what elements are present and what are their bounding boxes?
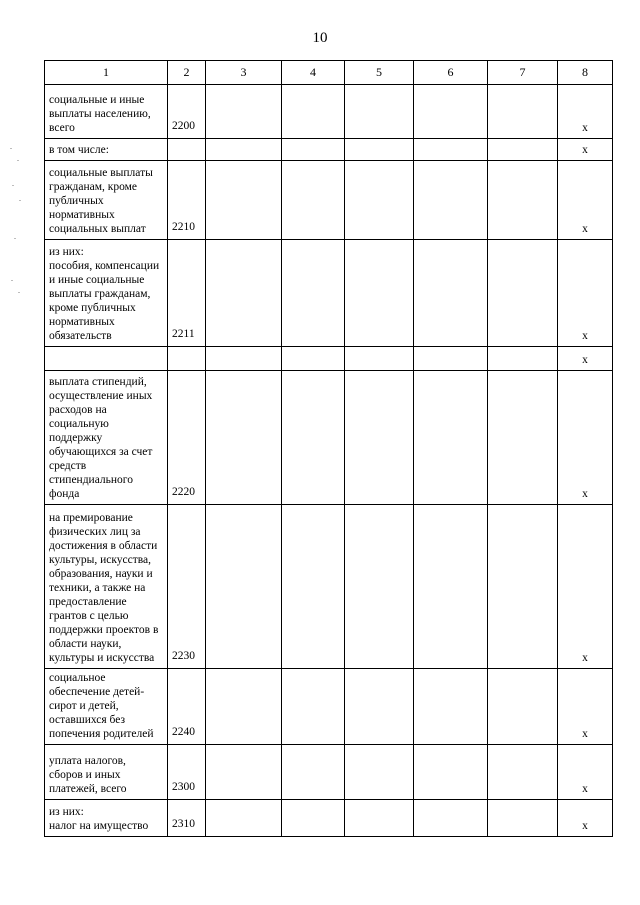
row-code: 2210	[168, 161, 206, 240]
row-label	[45, 745, 168, 800]
empty-cell-col-4	[282, 347, 345, 371]
row-mark: x	[558, 139, 613, 161]
row-code: 2300	[168, 745, 206, 800]
table-row	[45, 161, 613, 240]
row-mark: x	[558, 505, 613, 669]
row-label-line: сирот и детей,	[49, 700, 119, 712]
row-mark: x	[558, 347, 613, 371]
row-code: 2200	[168, 85, 206, 139]
row-label-line: публичных	[49, 195, 104, 207]
empty-cell-col-6	[414, 800, 488, 837]
row-label	[45, 139, 168, 161]
table-row	[45, 669, 613, 745]
row-label-line: поддержку	[49, 432, 103, 444]
row-code	[168, 139, 206, 161]
row-label-line: из них:	[49, 246, 84, 258]
row-label-line: налог на имущество	[49, 820, 149, 832]
row-label-line: нормативных	[49, 209, 115, 221]
table-row	[45, 240, 613, 347]
row-label-line: средств	[49, 460, 87, 472]
table-row	[45, 800, 613, 837]
empty-cell-col-6	[414, 240, 488, 347]
empty-cell-col-7	[488, 745, 558, 800]
row-label-line: достижения в области	[49, 540, 158, 552]
empty-cell-col-7	[488, 371, 558, 505]
column-header: 3	[206, 61, 282, 85]
empty-cell-col-5	[345, 161, 414, 240]
row-label-line: культуры, искусства,	[49, 554, 151, 566]
table-row	[45, 371, 613, 505]
table-row	[45, 505, 613, 669]
row-label-line: социальную	[49, 418, 109, 430]
empty-cell-col-7	[488, 669, 558, 745]
column-header: 1	[45, 61, 168, 85]
row-mark: x	[558, 800, 613, 837]
empty-cell-col-4	[282, 505, 345, 669]
empty-cell-col-4	[282, 800, 345, 837]
column-header: 2	[168, 61, 206, 85]
empty-cell-col-7	[488, 85, 558, 139]
table-row	[45, 139, 613, 161]
row-label-line: поддержки проектов в	[49, 624, 159, 636]
row-label-line: гражданам, кроме	[49, 181, 138, 193]
row-label	[45, 800, 168, 837]
empty-cell-col-3	[206, 347, 282, 371]
row-label-line: выплата стипендий,	[49, 376, 147, 388]
row-label-line: области науки,	[49, 638, 122, 650]
row-label-line: стипендиального	[49, 474, 133, 486]
row-label-line: сборов и иных	[49, 769, 121, 781]
empty-cell-col-7	[488, 505, 558, 669]
empty-cell-col-6	[414, 371, 488, 505]
empty-cell-col-3	[206, 745, 282, 800]
row-label-line: в том числе:	[49, 144, 109, 156]
empty-cell-col-5	[345, 800, 414, 837]
empty-cell-col-3	[206, 139, 282, 161]
empty-cell-col-5	[345, 240, 414, 347]
empty-cell-col-6	[414, 745, 488, 800]
row-label-line: социальные выплаты	[49, 167, 153, 179]
empty-cell-col-5	[345, 371, 414, 505]
empty-cell-col-3	[206, 85, 282, 139]
column-number-row	[45, 61, 613, 85]
row-label	[45, 240, 168, 347]
column-header: 4	[282, 61, 345, 85]
empty-cell-col-6	[414, 505, 488, 669]
row-label	[45, 505, 168, 669]
empty-cell-col-4	[282, 371, 345, 505]
row-label-line: социальное	[49, 672, 106, 684]
row-label-line: уплата налогов,	[49, 755, 126, 767]
empty-cell-col-5	[345, 745, 414, 800]
row-code: 2310	[168, 800, 206, 837]
table-row	[45, 85, 613, 139]
empty-cell-col-4	[282, 161, 345, 240]
empty-cell-col-6	[414, 669, 488, 745]
empty-cell-col-7	[488, 161, 558, 240]
column-header: 8	[558, 61, 613, 85]
empty-cell-col-5	[345, 347, 414, 371]
row-label-line: социальные и иные	[49, 94, 145, 106]
row-label	[45, 85, 168, 139]
row-code: 2220	[168, 371, 206, 505]
row-code: 2230	[168, 505, 206, 669]
empty-cell-col-7	[488, 347, 558, 371]
row-label-line: обязательств	[49, 330, 112, 342]
empty-cell-col-6	[414, 161, 488, 240]
row-mark: x	[558, 745, 613, 800]
empty-cell-col-3	[206, 669, 282, 745]
empty-cell-col-4	[282, 745, 345, 800]
row-label-line: кроме публичных	[49, 302, 136, 314]
table-row	[45, 745, 613, 800]
row-label-line: обучающихся за счет	[49, 446, 153, 458]
row-label-line: выплаты гражданам,	[49, 288, 151, 300]
empty-cell-col-6	[414, 347, 488, 371]
row-code: 2240	[168, 669, 206, 745]
empty-cell-col-5	[345, 669, 414, 745]
row-label-line: расходов на	[49, 404, 107, 416]
column-header: 5	[345, 61, 414, 85]
column-header: 7	[488, 61, 558, 85]
row-label-line: платежей, всего	[49, 783, 127, 795]
row-label-line: пособия, компенсации	[49, 260, 160, 272]
empty-cell-col-4	[282, 669, 345, 745]
row-label-line: грантов с целью	[49, 610, 129, 622]
row-label-line: предоставление	[49, 596, 127, 608]
empty-cell-col-3	[206, 800, 282, 837]
empty-cell-col-3	[206, 505, 282, 669]
row-mark: x	[558, 669, 613, 745]
empty-cell-col-4	[282, 139, 345, 161]
row-label	[45, 371, 168, 505]
empty-cell-col-3	[206, 161, 282, 240]
row-label-line: выплаты населению,	[49, 108, 151, 120]
row-mark: x	[558, 240, 613, 347]
empty-cell-col-5	[345, 85, 414, 139]
column-header: 6	[414, 61, 488, 85]
empty-cell-col-6	[414, 139, 488, 161]
page-number: 10	[312, 30, 328, 46]
empty-cell-col-7	[488, 139, 558, 161]
empty-cell-col-7	[488, 800, 558, 837]
row-code: 2211	[168, 240, 206, 347]
row-code	[168, 347, 206, 371]
row-label-line: всего	[49, 122, 75, 134]
empty-cell-col-6	[414, 85, 488, 139]
empty-cell-col-3	[206, 371, 282, 505]
row-label	[45, 161, 168, 240]
margin-scan-marks	[8, 140, 28, 310]
empty-cell-col-4	[282, 85, 345, 139]
report-table	[44, 60, 613, 837]
row-label-line: фонда	[49, 488, 80, 500]
row-label-line: на премирование	[49, 512, 133, 524]
table-row	[45, 347, 613, 371]
row-label	[45, 347, 168, 371]
row-label-line: обеспечение детей-	[49, 686, 145, 698]
row-label	[45, 669, 168, 745]
row-mark: x	[558, 85, 613, 139]
row-label-line: образования, науки и	[49, 568, 153, 580]
row-label-line: из них:	[49, 806, 84, 818]
row-label-line: социальных выплат	[49, 223, 146, 235]
empty-cell-col-4	[282, 240, 345, 347]
empty-cell-col-7	[488, 240, 558, 347]
row-mark: x	[558, 161, 613, 240]
empty-cell-col-5	[345, 505, 414, 669]
row-label-line: культуры и искусства	[49, 652, 155, 664]
row-label-line: оставшихся без	[49, 714, 126, 726]
row-label-line: и иные социальные	[49, 274, 145, 286]
report-body	[45, 85, 613, 837]
row-mark: x	[558, 371, 613, 505]
row-label-line: физических лиц за	[49, 526, 141, 538]
row-label-line: осуществление иных	[49, 390, 153, 402]
empty-cell-col-5	[345, 139, 414, 161]
row-label-line: техники, а также на	[49, 582, 146, 594]
row-label-line: попечения родителей	[49, 728, 154, 740]
empty-cell-col-3	[206, 240, 282, 347]
row-label-line: нормативных	[49, 316, 115, 328]
